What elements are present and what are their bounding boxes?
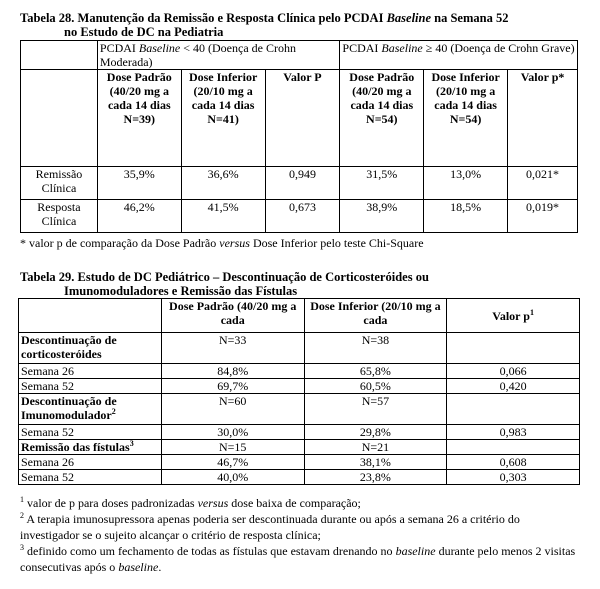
cell: 0,608: [447, 455, 580, 470]
footnote-2: $^2$ A terapia imunosupressora apenas poderia ser descontinuada durante ou após a semana 26 a critério do investigador se o sujeito alcançar o critério de resposta clínica;: [20, 511, 520, 542]
table-row: [19, 364, 580, 379]
row-label: Remissão Clínica: [21, 167, 98, 200]
cell: 23,8%: [304, 470, 447, 485]
cell: 36,6%: [181, 167, 265, 200]
table28-header-p-value: Valor P: [265, 70, 340, 167]
section-corticosteroids: Descontinuação de corticosteróides: [19, 333, 162, 364]
table29-header-p-value: Valor $p^1$: [447, 299, 580, 333]
footnote-1: $^1$ valor de p para doses padronizadas versus dose baixa de comparação;: [20, 495, 361, 510]
table-row: [19, 379, 580, 394]
table28-header-low-dose: Dose Inferior (20/10 mg a cada 14 dias N=41): [181, 70, 265, 167]
cell: 60,5%: [304, 379, 447, 394]
cell: 0,021*: [508, 167, 578, 200]
table-row: [21, 167, 578, 200]
cell: 41,5%: [181, 200, 265, 233]
cell: N=33: [161, 333, 304, 364]
cell: 0,673: [265, 200, 340, 233]
table28-header-std-dose: Dose Padrão (40/20 mg a cada 14 dias N=39): [97, 70, 181, 167]
cell: 0,066: [447, 364, 580, 379]
cell: N=38: [304, 333, 447, 364]
row-label: Semana 26: [19, 455, 162, 470]
cell: 0,949: [265, 167, 340, 200]
cell: 46,7%: [161, 455, 304, 470]
section-immunomodulator: Descontinuação de Imunomodulador$^2$: [19, 394, 162, 425]
cell: [447, 394, 580, 425]
row-label: Semana 26: [19, 364, 162, 379]
cell: 0,019*: [508, 200, 578, 233]
table28-header-low-dose-2: Dose Inferior (20/10 mg a cada 14 dias N=54): [424, 70, 508, 167]
table-row: [19, 425, 580, 440]
table-row: [19, 455, 580, 470]
cell: 13,0%: [424, 167, 508, 200]
table28-group-severe: PCDAI Baseline ≥ 40 (Doença de Crohn Grave): [340, 41, 578, 70]
cell: 31,5%: [340, 167, 424, 200]
cell: 38,9%: [340, 200, 424, 233]
footnote-3: $^3$ definido como um fechamento de todas as fístulas que estavam drenando no baseline durante pelo menos 2 visitas consecutivas após o baseline.: [20, 543, 576, 574]
row-label: Semana 52: [19, 425, 162, 440]
table29-header-low-dose: Dose Inferior (20/10 mg a cada: [304, 299, 447, 333]
cell: 46,2%: [97, 200, 181, 233]
cell: N=60: [161, 394, 304, 425]
table28: [20, 40, 578, 233]
cell: 0,983: [447, 425, 580, 440]
section-fistula-remission: Remissão das fístulas$^3$: [19, 440, 162, 455]
table29-corner-cell: [19, 299, 162, 333]
cell: N=15: [161, 440, 304, 455]
table28-footnote: * valor p de comparação da Dose Padrão versus Dose Inferior pelo teste Chi-Square: [20, 236, 424, 250]
table28-header-empty: [21, 70, 98, 167]
table-row: [19, 470, 580, 485]
table29-header-std-dose: Dose Padrão (40/20 mg a cada: [161, 299, 304, 333]
table28-header-std-dose-2: Dose Padrão (40/20 mg a cada 14 dias N=54): [340, 70, 424, 167]
cell: 0,303: [447, 470, 580, 485]
cell: 65,8%: [304, 364, 447, 379]
table28-corner-cell: [21, 41, 98, 70]
cell: 84,8%: [161, 364, 304, 379]
cell: 29,8%: [304, 425, 447, 440]
table29: [18, 298, 580, 485]
cell: 18,5%: [424, 200, 508, 233]
table28-group-moderate: PCDAI Baseline < 40 (Doença de Crohn Moderada): [97, 41, 340, 70]
cell: [447, 440, 580, 455]
table29-title: Tabela 29. Estudo de DC Pediátrico – Descontinuação de Corticosteróides ou Imunomoduladores e Remissão das Fístulas: [20, 270, 429, 298]
cell: 38,1%: [304, 455, 447, 470]
cell: 35,9%: [97, 167, 181, 200]
row-label: Semana 52: [19, 379, 162, 394]
cell: 0,420: [447, 379, 580, 394]
table28-title: Tabela 28. Manutenção da Remissão e Resposta Clínica pelo PCDAI Baseline na Semana 52 no Estudo de DC na Pediatria: [20, 11, 509, 39]
row-label: Resposta Clínica: [21, 200, 98, 233]
row-label: Semana 52: [19, 470, 162, 485]
cell: 40,0%: [161, 470, 304, 485]
cell: 30,0%: [161, 425, 304, 440]
cell: N=21: [304, 440, 447, 455]
cell: [447, 333, 580, 364]
table28-header-p-value-2: Valor p*: [508, 70, 578, 167]
table29-footnotes: [20, 495, 580, 575]
cell: 69,7%: [161, 379, 304, 394]
table-row: [21, 200, 578, 233]
cell: N=57: [304, 394, 447, 425]
